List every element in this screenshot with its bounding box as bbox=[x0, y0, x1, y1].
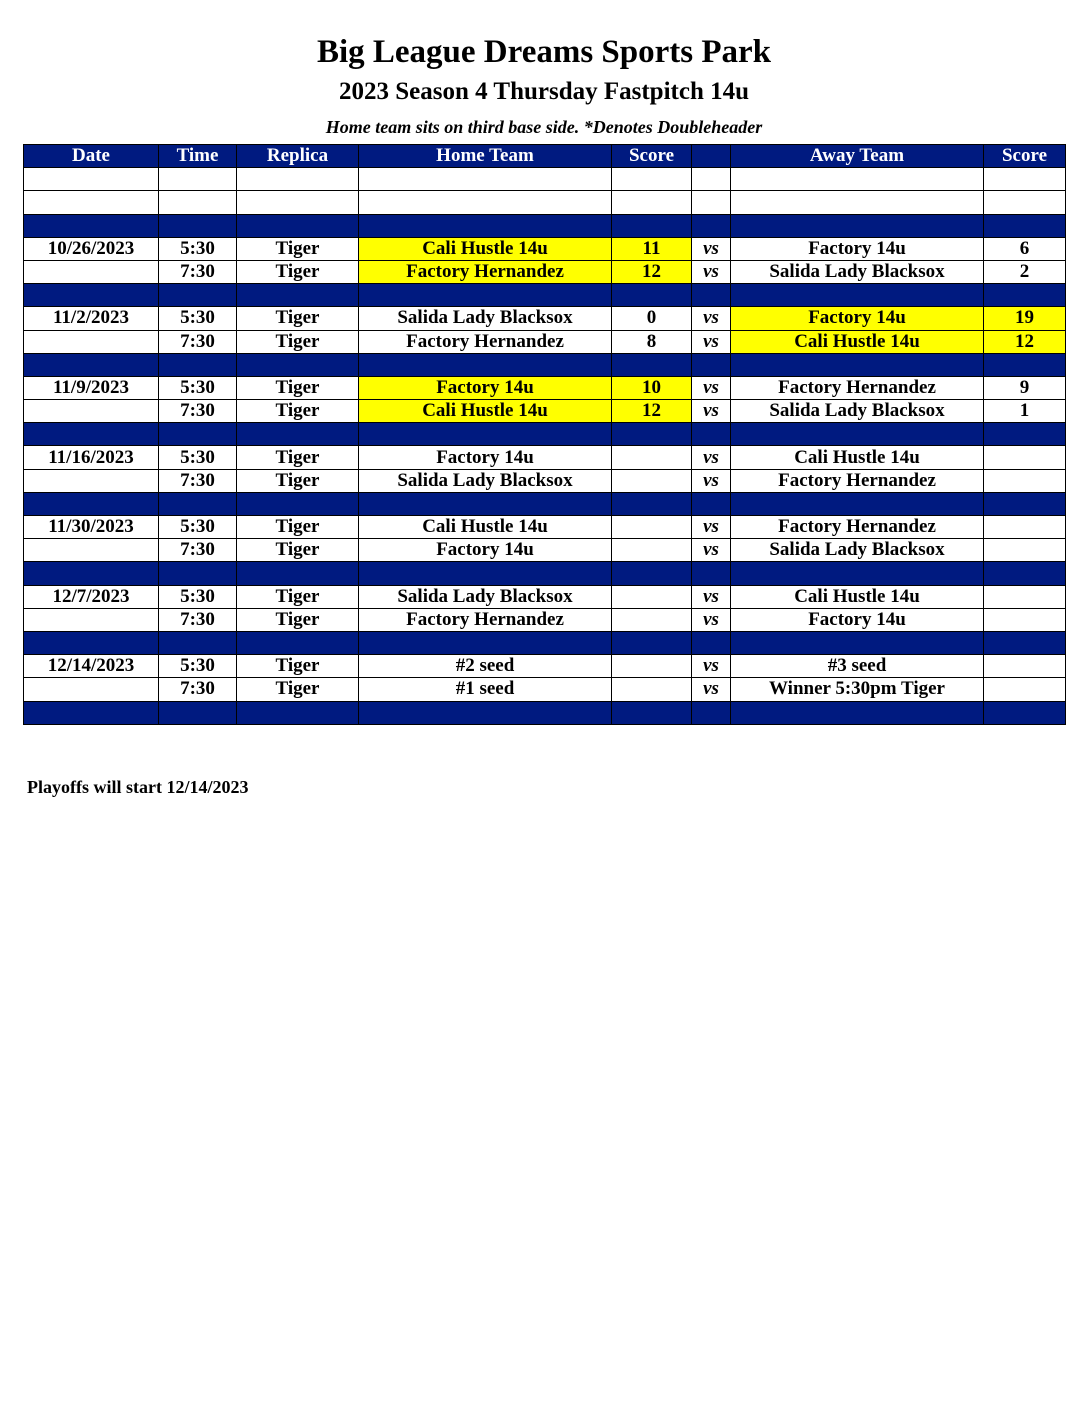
cell-vs: vs bbox=[692, 516, 731, 539]
cell-home-team: Salida Lady Blacksox bbox=[359, 307, 612, 330]
cell-replica: Tiger bbox=[237, 678, 359, 701]
cell-away-team: Salida Lady Blacksox bbox=[731, 260, 984, 283]
cell-home-score bbox=[612, 353, 692, 376]
cell-vs: vs bbox=[692, 307, 731, 330]
cell-time: 5:30 bbox=[159, 585, 237, 608]
cell-date bbox=[24, 284, 159, 307]
cell-home-team: Factory 14u bbox=[359, 376, 612, 399]
cell-away-score: 6 bbox=[984, 237, 1066, 260]
cell-away-team bbox=[731, 214, 984, 237]
separator-row bbox=[24, 631, 1066, 654]
game-row bbox=[24, 260, 1066, 283]
cell-home-team bbox=[359, 562, 612, 585]
game-row bbox=[24, 307, 1066, 330]
cell-away-team bbox=[731, 631, 984, 654]
cell-date: 12/7/2023 bbox=[24, 585, 159, 608]
cell-date bbox=[24, 214, 159, 237]
cell-away-score: 12 bbox=[984, 330, 1066, 353]
cell-home-score: 12 bbox=[612, 400, 692, 423]
cell-date bbox=[24, 562, 159, 585]
cell-replica: Tiger bbox=[237, 376, 359, 399]
game-row bbox=[24, 469, 1066, 492]
schedule-table bbox=[23, 144, 1066, 725]
cell-replica bbox=[237, 631, 359, 654]
cell-away-team bbox=[731, 284, 984, 307]
cell-home-team bbox=[359, 284, 612, 307]
cell-away-team: Factory Hernandez bbox=[731, 469, 984, 492]
cell-home-team: #1 seed bbox=[359, 678, 612, 701]
cell-replica: Tiger bbox=[237, 516, 359, 539]
cell-home-team bbox=[359, 214, 612, 237]
cell-away-score bbox=[984, 469, 1066, 492]
cell-date bbox=[24, 539, 159, 562]
cell-away-team bbox=[731, 168, 984, 191]
cell-time: 5:30 bbox=[159, 655, 237, 678]
cell-away-team bbox=[731, 353, 984, 376]
cell-home-team: Cali Hustle 14u bbox=[359, 516, 612, 539]
cell-away-score bbox=[984, 191, 1066, 214]
blank-row bbox=[24, 168, 1066, 191]
separator-row bbox=[24, 701, 1066, 724]
cell-time bbox=[159, 631, 237, 654]
cell-time: 5:30 bbox=[159, 446, 237, 469]
cell-away-team bbox=[731, 423, 984, 446]
cell-time: 7:30 bbox=[159, 539, 237, 562]
cell-vs bbox=[692, 353, 731, 376]
separator-row bbox=[24, 353, 1066, 376]
cell-date: 11/2/2023 bbox=[24, 307, 159, 330]
cell-away-team: Cali Hustle 14u bbox=[731, 330, 984, 353]
cell-home-team: Cali Hustle 14u bbox=[359, 400, 612, 423]
cell-replica bbox=[237, 191, 359, 214]
cell-home-score bbox=[612, 214, 692, 237]
col-header-away-score: Score bbox=[984, 145, 1066, 168]
cell-replica: Tiger bbox=[237, 237, 359, 260]
cell-home-score bbox=[612, 562, 692, 585]
cell-away-team: Factory Hernandez bbox=[731, 516, 984, 539]
separator-row bbox=[24, 284, 1066, 307]
cell-vs: vs bbox=[692, 260, 731, 283]
cell-away-score bbox=[984, 446, 1066, 469]
cell-replica bbox=[237, 701, 359, 724]
cell-away-score bbox=[984, 539, 1066, 562]
cell-vs: vs bbox=[692, 400, 731, 423]
cell-time: 5:30 bbox=[159, 376, 237, 399]
cell-home-score bbox=[612, 631, 692, 654]
cell-vs: vs bbox=[692, 376, 731, 399]
cell-time bbox=[159, 423, 237, 446]
cell-time bbox=[159, 492, 237, 515]
col-header-date: Date bbox=[24, 145, 159, 168]
cell-vs: vs bbox=[692, 678, 731, 701]
cell-home-score bbox=[612, 284, 692, 307]
cell-vs bbox=[692, 423, 731, 446]
cell-time: 5:30 bbox=[159, 516, 237, 539]
cell-home-team: Factory Hernandez bbox=[359, 608, 612, 631]
cell-date bbox=[24, 469, 159, 492]
cell-away-score bbox=[984, 608, 1066, 631]
cell-vs bbox=[692, 631, 731, 654]
cell-away-team bbox=[731, 191, 984, 214]
cell-vs bbox=[692, 492, 731, 515]
cell-home-team bbox=[359, 191, 612, 214]
cell-away-team bbox=[731, 562, 984, 585]
cell-date bbox=[24, 423, 159, 446]
game-row bbox=[24, 446, 1066, 469]
cell-home-team bbox=[359, 423, 612, 446]
cell-date: 10/26/2023 bbox=[24, 237, 159, 260]
cell-replica bbox=[237, 214, 359, 237]
game-row bbox=[24, 539, 1066, 562]
cell-away-score bbox=[984, 423, 1066, 446]
cell-time bbox=[159, 353, 237, 376]
cell-vs bbox=[692, 191, 731, 214]
cell-date bbox=[24, 191, 159, 214]
cell-away-score bbox=[984, 353, 1066, 376]
cell-home-team: Factory 14u bbox=[359, 539, 612, 562]
game-row bbox=[24, 585, 1066, 608]
cell-away-score: 19 bbox=[984, 307, 1066, 330]
cell-home-score bbox=[612, 191, 692, 214]
cell-time: 7:30 bbox=[159, 330, 237, 353]
cell-home-score bbox=[612, 539, 692, 562]
cell-vs: vs bbox=[692, 608, 731, 631]
cell-time bbox=[159, 562, 237, 585]
cell-home-score bbox=[612, 516, 692, 539]
schedule-body bbox=[24, 168, 1066, 725]
cell-away-team: Winner 5:30pm Tiger bbox=[731, 678, 984, 701]
cell-vs: vs bbox=[692, 469, 731, 492]
cell-away-team: Factory 14u bbox=[731, 307, 984, 330]
cell-away-team: Factory 14u bbox=[731, 608, 984, 631]
cell-away-score bbox=[984, 562, 1066, 585]
cell-date: 12/14/2023 bbox=[24, 655, 159, 678]
page-title: Big League Dreams Sports Park bbox=[316, 34, 772, 70]
cell-date bbox=[24, 631, 159, 654]
cell-home-team: Factory 14u bbox=[359, 446, 612, 469]
cell-away-score bbox=[984, 516, 1066, 539]
cell-vs bbox=[692, 284, 731, 307]
cell-date: 11/30/2023 bbox=[24, 516, 159, 539]
cell-away-score bbox=[984, 492, 1066, 515]
cell-replica bbox=[237, 492, 359, 515]
col-header-time: Time bbox=[159, 145, 237, 168]
cell-away-team bbox=[731, 701, 984, 724]
cell-replica: Tiger bbox=[237, 608, 359, 631]
col-header-vs bbox=[692, 145, 731, 168]
cell-away-score bbox=[984, 284, 1066, 307]
col-header-home-score: Score bbox=[612, 145, 692, 168]
home-team-note: Home team sits on third base side. *Denotes Doubleheader bbox=[325, 117, 763, 137]
blank-row bbox=[24, 191, 1066, 214]
cell-away-score: 1 bbox=[984, 400, 1066, 423]
cell-replica bbox=[237, 284, 359, 307]
cell-replica: Tiger bbox=[237, 469, 359, 492]
cell-away-score bbox=[984, 655, 1066, 678]
cell-home-score bbox=[612, 608, 692, 631]
cell-away-score bbox=[984, 585, 1066, 608]
cell-replica: Tiger bbox=[237, 585, 359, 608]
game-row bbox=[24, 678, 1066, 701]
cell-home-score bbox=[612, 678, 692, 701]
game-row bbox=[24, 400, 1066, 423]
separator-row bbox=[24, 214, 1066, 237]
game-row bbox=[24, 655, 1066, 678]
cell-time bbox=[159, 214, 237, 237]
cell-away-team: #3 seed bbox=[731, 655, 984, 678]
cell-replica: Tiger bbox=[237, 260, 359, 283]
cell-away-team: Salida Lady Blacksox bbox=[731, 400, 984, 423]
cell-vs: vs bbox=[692, 539, 731, 562]
cell-home-team bbox=[359, 168, 612, 191]
cell-vs: vs bbox=[692, 446, 731, 469]
game-row bbox=[24, 237, 1066, 260]
cell-time: 5:30 bbox=[159, 237, 237, 260]
cell-away-score bbox=[984, 214, 1066, 237]
cell-home-score bbox=[612, 492, 692, 515]
cell-home-score bbox=[612, 585, 692, 608]
page-subtitle: 2023 Season 4 Thursday Fastpitch 14u bbox=[338, 78, 750, 105]
cell-away-team: Salida Lady Blacksox bbox=[731, 539, 984, 562]
cell-date bbox=[24, 492, 159, 515]
cell-time bbox=[159, 191, 237, 214]
cell-replica: Tiger bbox=[237, 307, 359, 330]
cell-time: 7:30 bbox=[159, 608, 237, 631]
cell-home-team: Salida Lady Blacksox bbox=[359, 585, 612, 608]
cell-home-team: Factory Hernandez bbox=[359, 260, 612, 283]
cell-home-score: 10 bbox=[612, 376, 692, 399]
game-row bbox=[24, 516, 1066, 539]
separator-row bbox=[24, 562, 1066, 585]
cell-vs bbox=[692, 168, 731, 191]
cell-time bbox=[159, 284, 237, 307]
cell-home-score bbox=[612, 469, 692, 492]
cell-date bbox=[24, 260, 159, 283]
cell-replica bbox=[237, 353, 359, 376]
cell-vs: vs bbox=[692, 585, 731, 608]
cell-replica bbox=[237, 423, 359, 446]
cell-away-score: 9 bbox=[984, 376, 1066, 399]
cell-time: 7:30 bbox=[159, 678, 237, 701]
cell-home-team: Cali Hustle 14u bbox=[359, 237, 612, 260]
cell-date: 11/9/2023 bbox=[24, 376, 159, 399]
cell-home-score bbox=[612, 423, 692, 446]
cell-away-score bbox=[984, 701, 1066, 724]
cell-home-score: 12 bbox=[612, 260, 692, 283]
cell-away-team: Cali Hustle 14u bbox=[731, 585, 984, 608]
cell-home-team bbox=[359, 701, 612, 724]
cell-date: 11/16/2023 bbox=[24, 446, 159, 469]
cell-replica: Tiger bbox=[237, 330, 359, 353]
cell-away-team: Factory 14u bbox=[731, 237, 984, 260]
cell-replica: Tiger bbox=[237, 446, 359, 469]
cell-replica: Tiger bbox=[237, 400, 359, 423]
cell-vs bbox=[692, 701, 731, 724]
separator-row bbox=[24, 492, 1066, 515]
cell-away-score bbox=[984, 678, 1066, 701]
cell-away-team: Cali Hustle 14u bbox=[731, 446, 984, 469]
cell-home-score bbox=[612, 655, 692, 678]
cell-home-score: 0 bbox=[612, 307, 692, 330]
cell-home-score bbox=[612, 446, 692, 469]
cell-time: 7:30 bbox=[159, 400, 237, 423]
col-header-away-team: Away Team bbox=[731, 145, 984, 168]
cell-vs bbox=[692, 214, 731, 237]
separator-row bbox=[24, 423, 1066, 446]
cell-away-score bbox=[984, 168, 1066, 191]
cell-replica: Tiger bbox=[237, 539, 359, 562]
cell-home-score bbox=[612, 701, 692, 724]
cell-vs: vs bbox=[692, 655, 731, 678]
cell-replica bbox=[237, 562, 359, 585]
cell-time: 7:30 bbox=[159, 260, 237, 283]
cell-time: 7:30 bbox=[159, 469, 237, 492]
col-header-home-team: Home Team bbox=[359, 145, 612, 168]
cell-away-score: 2 bbox=[984, 260, 1066, 283]
cell-vs: vs bbox=[692, 237, 731, 260]
cell-home-team: Salida Lady Blacksox bbox=[359, 469, 612, 492]
cell-time bbox=[159, 701, 237, 724]
cell-date bbox=[24, 400, 159, 423]
cell-date bbox=[24, 678, 159, 701]
cell-date bbox=[24, 168, 159, 191]
cell-time: 5:30 bbox=[159, 307, 237, 330]
cell-home-team bbox=[359, 631, 612, 654]
playoffs-note: Playoffs will start 12/14/2023 bbox=[27, 777, 249, 797]
cell-vs: vs bbox=[692, 330, 731, 353]
cell-date bbox=[24, 608, 159, 631]
cell-home-score: 8 bbox=[612, 330, 692, 353]
header-row bbox=[24, 145, 1066, 168]
cell-date bbox=[24, 701, 159, 724]
cell-date bbox=[24, 353, 159, 376]
game-row bbox=[24, 330, 1066, 353]
cell-home-team bbox=[359, 492, 612, 515]
cell-away-team: Factory Hernandez bbox=[731, 376, 984, 399]
cell-home-team: #2 seed bbox=[359, 655, 612, 678]
cell-vs bbox=[692, 562, 731, 585]
cell-home-team bbox=[359, 353, 612, 376]
col-header-replica: Replica bbox=[237, 145, 359, 168]
cell-home-score bbox=[612, 168, 692, 191]
cell-away-team bbox=[731, 492, 984, 515]
game-row bbox=[24, 608, 1066, 631]
cell-date bbox=[24, 330, 159, 353]
cell-replica bbox=[237, 168, 359, 191]
cell-time bbox=[159, 168, 237, 191]
cell-home-team: Factory Hernandez bbox=[359, 330, 612, 353]
cell-replica: Tiger bbox=[237, 655, 359, 678]
game-row bbox=[24, 376, 1066, 399]
cell-away-score bbox=[984, 631, 1066, 654]
cell-home-score: 11 bbox=[612, 237, 692, 260]
